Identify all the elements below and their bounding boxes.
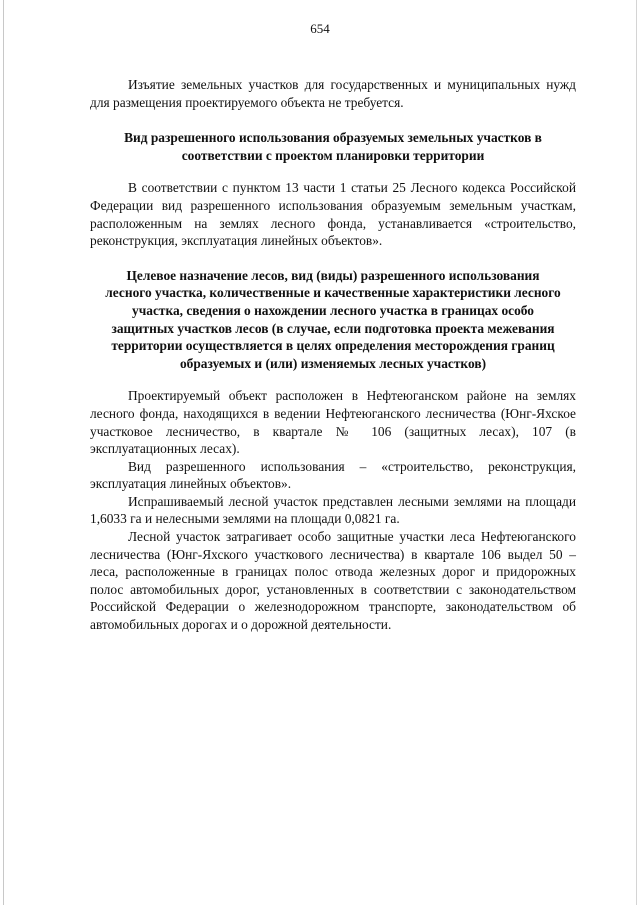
document-body [90,76,576,634]
heading-permitted-use: Вид разрешенного использования образуемых земельных участков в соответствии с проектом планировки территории [124,130,542,163]
paragraph-use-type: Вид разрешенного использования – «строительство, реконструкция, эксплуатация линейных объектов». [90,458,576,492]
paragraph-object-location: Проектируемый объект расположен в Нефтеюганском районе на землях лесного фонда, находящихся в ведении Нефтеюганского лесничества (Юнг-Яхское участковое лесничество, в квартале № 106 (защитных лесах), 107 (в эксплуатационных лесах). [90,388,576,457]
heading-forest-purpose: Целевое назначение лесов, вид (виды) разрешенного использования лесного участка, количественные и качественные характеристики лесного участка, сведения о нахождении лесного участка в границах особо защитных участков лесов (в случае, если подготовка проекта межевания территории осуществляется в целях определения месторождения границ образуемых и (или) изменяемых лесных участков) [105,267,561,371]
scan-edge-right [636,0,637,905]
scan-edge-left [3,0,4,905]
paragraph-land-area: Испрашиваемый лесной участок представлен лесными землями на площади 1,6033 га и нелесными землями на площади 0,0821 га. [90,493,576,527]
page-number: 654 [310,21,330,36]
paragraph-forest-code: В соответствии с пунктом 13 части 1 статьи 25 Лесного кодекса Российской Федерации вид разрешенного использования образуемым земельным участкам, расположенным на землях лесного фонда, устанавливается «строительство, реконструкция, эксплуатация линейных объектов». [90,180,576,249]
paragraph-land-seizure: Изъятие земельных участков для государственных и муниципальных нужд для размещения проектируемого объекта не требуется. [90,77,576,110]
paragraph-protected-sections: Лесной участок затрагивает особо защитные участки леса Нефтеюганского лесничества (Юнг-Яхского участкового лесничества) в квартале 106 выдел 50 – леса, расположенные в границах полос отвода железных дорог и придорожных полос автомобильных дорог, установленных в соответствии с законодательством Российской Федерации о железнодорожном транспорте, законодательством об автомобильных дорогах и о дорожной деятельности. [90,529,576,633]
